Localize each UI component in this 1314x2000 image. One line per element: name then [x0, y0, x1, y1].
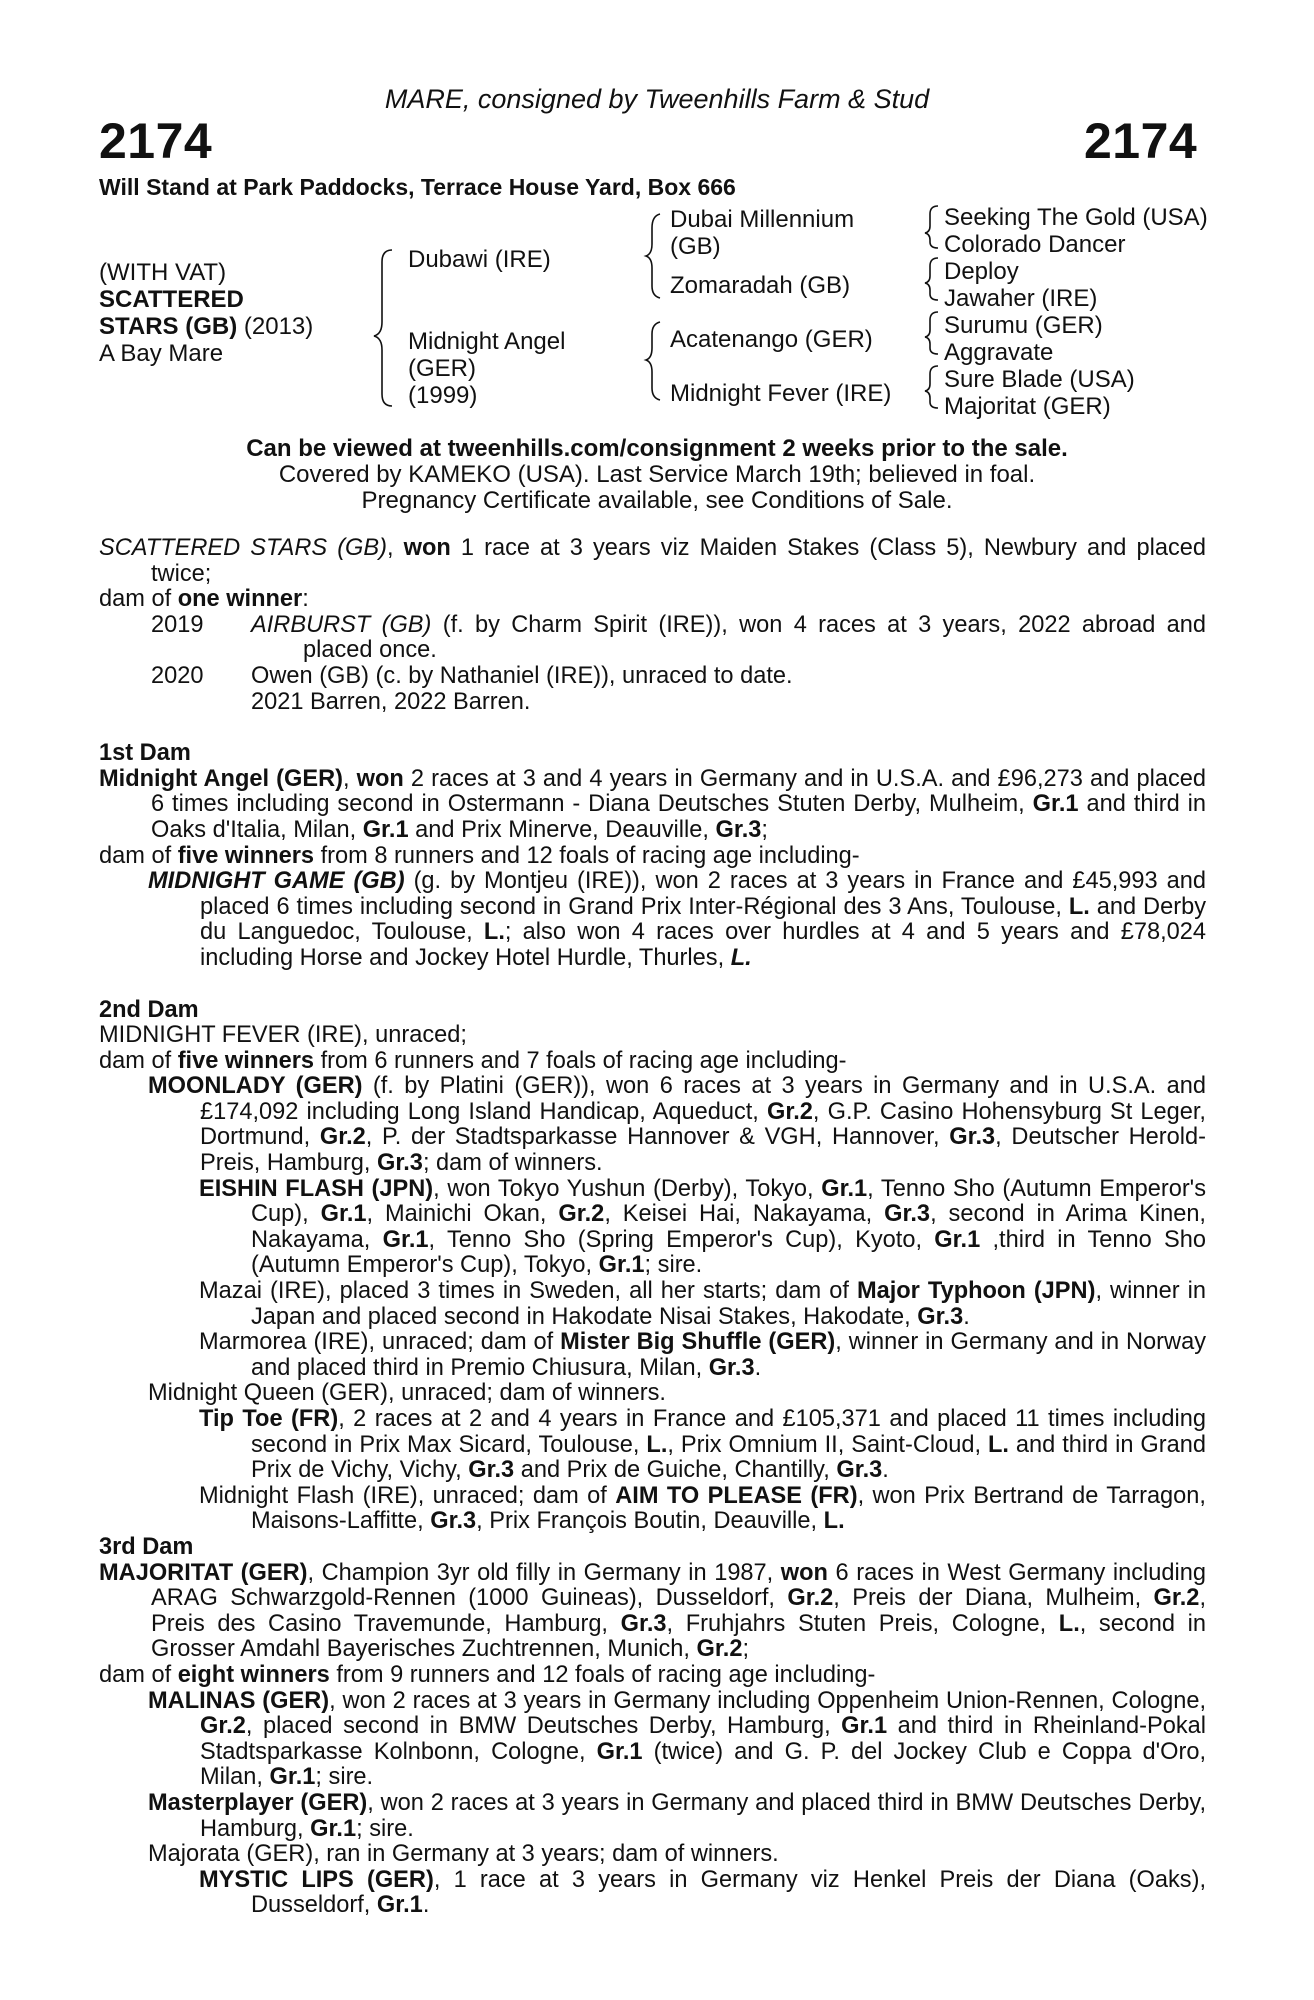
sss-name: Seeking The Gold (USA)	[944, 204, 1208, 231]
text: , Prix François Boutin, Deauville,	[476, 1508, 824, 1535]
bold-text: won	[780, 1559, 828, 1586]
tip-toe-entry	[99, 1407, 1206, 1484]
ss-brace	[925, 206, 938, 248]
bold-text: L.	[1058, 1610, 1080, 1637]
text: , winner in Japan and placed second in Hakodate Nisai Stakes, Hakodate,	[251, 1278, 1206, 1330]
dam-name-line3: (1999)	[408, 382, 478, 409]
text: ;	[761, 816, 768, 843]
text: (f. by Platini (GER)), won 6 races at 3 years in Germany and in U.S.A. and £174,092 including Long Island Handicap, Aqueduct,	[200, 1073, 1206, 1125]
first-dam-produce-intro	[99, 844, 1206, 870]
dam-dam: Midnight Fever (IRE)	[670, 380, 892, 407]
horse-description: A Bay Mare	[99, 340, 224, 367]
bold-text: five winners	[177, 842, 315, 869]
bold-text: Gr.2	[696, 1636, 743, 1663]
text: from 6 runners and 7 foals of racing age including-	[314, 1047, 847, 1074]
second-dam-heading: 2nd Dam	[99, 996, 199, 1023]
bold-text: Gr.3	[708, 1354, 755, 1381]
malinas-entry	[99, 1689, 1206, 1791]
text: from 8 runners and 12 foals of racing age including-	[314, 842, 860, 869]
text: ; sire.	[644, 1252, 703, 1279]
bold-text: five winners	[177, 1047, 315, 1074]
bold-italic-text: L.	[730, 944, 752, 971]
bold-text: L.	[483, 919, 505, 946]
horse-name-part: STARS (GB)	[99, 313, 238, 340]
bold-text: Gr.3	[430, 1508, 477, 1535]
main-brace	[374, 250, 392, 406]
bold-text: MYSTIC LIPS (GER)	[199, 1866, 434, 1893]
text: and Prix Minerve, Deauville,	[408, 816, 716, 843]
text: , Preis des Casino Travemunde, Hamburg,	[151, 1585, 1206, 1637]
first-dam-record: Midnight Angel (GER), won 2 races at 3 and 4 years in Germany and in U.S.A. and £96,273 and placed 6 times including second in Ostermann - Diana Deutsches Stuten Derby, Mulheim, Gr.1 and third in Oaks d'Italia, Milan, Gr.1 and Prix Minerve, Deauville, Gr.3;	[99, 765, 1206, 843]
text: , P. der Stadtsparkasse Hannover & VGH, Hannover,	[365, 1124, 950, 1151]
bold-text: Gr.3	[715, 816, 762, 843]
text: , Tenno Sho (Autumn Emperor's Cup),	[251, 1175, 1206, 1228]
third-dam-heading: 3rd Dam	[99, 1533, 194, 1560]
majorata-entry: Majorata (GER), ran in Germany at 3 years; dam of winners.	[148, 1841, 779, 1868]
bold-text: Gr.2	[558, 1201, 605, 1228]
viewing-note: Can be viewed at tweenhills.com/consignment 2 weeks prior to the sale.	[246, 435, 1068, 462]
text: ; dam of winners.	[422, 1150, 603, 1177]
bold-text: one winner	[177, 586, 303, 613]
ssd-name: Colorado Dancer	[944, 231, 1126, 258]
dss-name: Surumu (GER)	[944, 312, 1103, 339]
text: .	[754, 1354, 762, 1381]
produce-year: 2020	[151, 662, 204, 689]
text: and Prix de Guiche, Chantilly,	[514, 1457, 837, 1484]
bold-text: Gr.1	[382, 1226, 429, 1253]
text: ; also won 4 races over hurdles at 4 and 5 years and £78,024 including Horse and Jockey Hotel Hurdle, Thurles,	[200, 919, 1207, 971]
sds-name: Deploy	[944, 258, 1019, 285]
bold-text: MALINAS (GER)	[148, 1687, 330, 1714]
bold-text: Gr.3	[468, 1457, 515, 1484]
bold-text: Gr.3	[620, 1610, 667, 1637]
stand-location: Will Stand at Park Paddocks, Terrace House Yard, Box 666	[99, 174, 736, 200]
text: dam of	[99, 842, 178, 869]
produce-text	[251, 664, 1206, 690]
text: .	[422, 1892, 430, 1919]
won-word: won	[403, 535, 451, 561]
bold-text: L.	[1068, 893, 1090, 920]
eishin-flash-entry	[99, 1177, 1206, 1279]
sire-name: Dubawi (IRE)	[408, 246, 551, 273]
bold-text: Gr.2	[319, 1124, 366, 1151]
text: (g. by Montjeu (IRE)), won 2 races at 3 years in France and £45,993 and placed 6 times including second in Grand Prix Inter-Régional des 3 Ans, Toulouse,	[200, 868, 1207, 920]
dam-sire: Acatenango (GER)	[670, 326, 873, 353]
sd-brace	[925, 258, 938, 300]
third-dam-produce-intro	[99, 1663, 1206, 1689]
text: , G.P. Casino Hohensyburg St Leger, Dortmund,	[200, 1098, 1206, 1151]
bold-text: Gr.1	[362, 816, 409, 843]
produce-year: 2019	[151, 611, 204, 638]
text: , Mainichi Okan,	[366, 1201, 559, 1228]
bold-text: Gr.1	[376, 1892, 423, 1919]
bold-text: Gr.3	[949, 1124, 996, 1151]
sire-sire-line2: (GB)	[670, 233, 721, 260]
bold-text: Gr.2	[200, 1713, 246, 1740]
bold-text: Tip Toe (FR)	[199, 1406, 339, 1432]
text: , Preis der Diana, Mulheim,	[833, 1585, 1154, 1612]
text: , second in Grosser Amdahl Bayerisches Zuchtrennen, Munich,	[151, 1610, 1206, 1663]
text: Mazai (IRE), placed 3 times in Sweden, all her starts; dam of	[199, 1278, 857, 1305]
bold-text: Gr.1	[841, 1713, 888, 1740]
moonlady-entry	[99, 1074, 1206, 1176]
mazai-entry	[99, 1279, 1206, 1330]
text: , 1 race at 3 years in Germany viz Henkel Preis der Diana (Oaks), Dusseldorf,	[251, 1866, 1206, 1919]
first-dam-heading: 1st Dam	[99, 740, 191, 767]
text: , placed second in BMW Deutsches Derby, Hamburg,	[245, 1713, 842, 1740]
bold-text: Gr.1	[934, 1226, 981, 1253]
record-text: 1 race at 3 years viz Maiden Stakes (Class 5), Newbury and placed twice;	[151, 535, 1206, 587]
bold-text: Gr.2	[1153, 1585, 1200, 1612]
produce-row	[99, 613, 1206, 664]
bold-text: Gr.2	[767, 1098, 813, 1125]
foaling-year: (2013)	[237, 313, 314, 340]
dd-brace	[925, 366, 938, 408]
text: from 9 runners and 12 foals of racing age including-	[329, 1661, 876, 1688]
bold-text: eight winners	[177, 1661, 330, 1688]
consignor-line: MARE, consigned by Tweenhills Farm & Stud	[384, 84, 930, 114]
bold-text: Gr.1	[1032, 791, 1079, 818]
bold-text: MAJORITAT (GER)	[99, 1559, 308, 1586]
bold-text: Gr.1	[269, 1764, 316, 1791]
bold-text: Gr.1	[821, 1175, 868, 1202]
dam-name-line1: Midnight Angel	[408, 328, 566, 355]
horse-name-line1: SCATTERED	[99, 286, 244, 313]
text: and third in Grand Prix de Vichy, Vichy,	[251, 1431, 1207, 1484]
produce-desc: (f. by Charm Spirit (IRE)), won 4 races at 3 years, 2022 abroad and placed once.	[303, 611, 1207, 664]
text: , Champion 3yr old filly in Germany in 1987,	[307, 1559, 781, 1586]
midnight-game-entry	[99, 869, 1206, 971]
produce-desc: Owen (GB) (c. by Nathaniel (IRE)), unraced to date.	[251, 662, 793, 689]
bold-text: Masterplayer (GER)	[148, 1789, 368, 1816]
bold-text: Gr.3	[836, 1457, 883, 1484]
sire-sire-line1: Dubai Millennium	[670, 206, 855, 233]
lot-number-left: 2174	[99, 113, 213, 169]
text: :	[302, 586, 309, 613]
produce-intro	[99, 587, 1206, 613]
horse-record-name: SCATTERED STARS (GB)	[99, 535, 387, 561]
bold-text: L.	[988, 1431, 1009, 1458]
text: , Keisei Hai, Nakayama,	[604, 1201, 885, 1228]
text: dam of	[99, 1047, 178, 1074]
bold-text: Gr.1	[596, 1738, 643, 1765]
lot-number-right: 2174	[1084, 113, 1198, 169]
dsd-name: Aggravate	[944, 339, 1054, 366]
text: .	[963, 1303, 970, 1330]
race-record-body	[99, 536, 1206, 1919]
text: and third in Rheinland-Pokal Stadtsparkasse Kolnbonn, Cologne,	[200, 1713, 1206, 1765]
midnight-queen-entry: Midnight Queen (GER), unraced; dam of winners.	[148, 1380, 666, 1407]
second-dam-produce-intro	[99, 1049, 1206, 1075]
text: , Prix Omnium II, Saint-Cloud,	[667, 1431, 988, 1458]
second-dam-line: MIDNIGHT FEVER (IRE), unraced;	[99, 1022, 467, 1049]
bold-text: Gr.1	[598, 1252, 645, 1279]
text: , Tenno Sho (Spring Emperor's Cup), Kyoto,	[428, 1226, 935, 1253]
marmorea-entry	[99, 1330, 1206, 1381]
pregnancy-note: Pregnancy Certificate available, see Conditions of Sale.	[361, 487, 953, 514]
bold-text: EISHIN FLASH (JPN)	[199, 1175, 434, 1202]
third-dam-record	[99, 1561, 1206, 1663]
text: , Deutscher Herold-Preis, Hamburg,	[200, 1124, 1206, 1177]
produce-name: AIRBURST (GB)	[251, 611, 432, 638]
bold-italic-text: MIDNIGHT GAME (GB)	[148, 868, 405, 895]
text: , Fruhjahrs Stuten Preis, Cologne,	[666, 1610, 1059, 1637]
text: Midnight Flash (IRE), unraced; dam of	[199, 1482, 616, 1509]
bold-text: Major Typhoon (JPN)	[856, 1278, 1096, 1305]
produce-text	[251, 613, 1206, 664]
bold-text: Gr.3	[884, 1201, 931, 1228]
midnight-flash-entry	[99, 1484, 1206, 1535]
text: and third in Oaks d'Italia, Milan,	[151, 791, 1206, 843]
text: .	[882, 1457, 889, 1484]
text: ,third in Tenno Sho (Autumn Emperor's Cup), Tokyo,	[251, 1226, 1206, 1279]
bold-text: Gr.3	[917, 1303, 964, 1330]
text: , won Tokyo Yushun (Derby), Tokyo,	[433, 1175, 822, 1202]
sire-dam: Zomaradah (GB)	[670, 272, 851, 299]
bold-text: Gr.1	[320, 1201, 367, 1228]
text: , second in Arima Kinen, Nakayama,	[251, 1201, 1206, 1253]
produce-row	[99, 664, 1206, 690]
bold-text: L.	[823, 1508, 845, 1535]
text: ; sire.	[356, 1815, 414, 1842]
text: dam of	[99, 586, 178, 613]
text: , won Prix Bertrand de Tarragon, Maisons-Laffitte,	[251, 1482, 1206, 1535]
dam-brace	[646, 322, 660, 400]
sdd-name: Jawaher (IRE)	[944, 285, 1098, 312]
bold-text: Gr.2	[787, 1585, 834, 1612]
text: , won 2 races at 3 years in Germany including Oppenheim Union-Rennen, Cologne,	[329, 1687, 1206, 1714]
text: , winner in Germany and in Norway and placed third in Premio Chiusura, Milan,	[251, 1329, 1206, 1381]
dds-name: Sure Blade (USA)	[944, 366, 1135, 393]
mystic-lips-entry	[99, 1868, 1206, 1919]
barren-line: 2021 Barren, 2022 Barren.	[251, 688, 531, 715]
text: ; sire.	[315, 1764, 374, 1791]
text: 6 races in West Germany including ARAG Schwarzgold-Rennen (1000 Guineas), Dusseldorf,	[151, 1559, 1206, 1612]
bold-text: Mister Big Shuffle (GER)	[560, 1329, 836, 1356]
bold-text: AIM TO PLEASE (FR)	[615, 1482, 858, 1509]
text: , 2 races at 2 and 4 years in France and £105,371 and placed 11 times including second in Prix Max Sicard, Toulouse,	[251, 1406, 1206, 1458]
bold-text: Gr.1	[310, 1815, 357, 1842]
text: , won 2 races at 3 years in Germany and placed third in BMW Deutsches Derby, Hamburg,	[200, 1789, 1206, 1842]
text: Marmorea (IRE), unraced; dam of	[199, 1329, 561, 1356]
text: ;	[742, 1636, 750, 1663]
dam-name-line2: (GER)	[408, 355, 476, 382]
vat-status: (WITH VAT)	[99, 259, 227, 286]
text: 2 races at 3 and 4 years in Germany and in U.S.A. and £96,273 and placed 6 times including second in Ostermann - Diana Deutsches Stuten Derby, Mulheim,	[151, 765, 1206, 818]
covered-note: Covered by KAMEKO (USA). Last Service March 19th; believed in foal.	[278, 461, 1036, 488]
bold-text: Gr.3	[377, 1150, 423, 1177]
ddd-name: Majoritat (GER)	[944, 393, 1111, 420]
bold-text: Midnight Angel (GER)	[99, 765, 343, 792]
text: dam of	[99, 1661, 178, 1688]
bold-text: L.	[646, 1431, 668, 1458]
text: (twice) and G. P. del Jockey Club e Coppa d'Oro, Milan,	[200, 1738, 1207, 1791]
masterplayer-entry	[99, 1791, 1206, 1842]
own-record: SCATTERED STARS (GB), won 1 race at 3 years viz Maiden Stakes (Class 5), Newbury and placed twice;	[99, 535, 1206, 587]
ds-brace	[925, 312, 938, 354]
sire-brace	[646, 214, 660, 298]
bold-text: won	[356, 765, 404, 792]
bold-text: MOONLADY (GER)	[148, 1073, 363, 1100]
text: and Derby du Languedoc, Toulouse,	[200, 893, 1206, 946]
